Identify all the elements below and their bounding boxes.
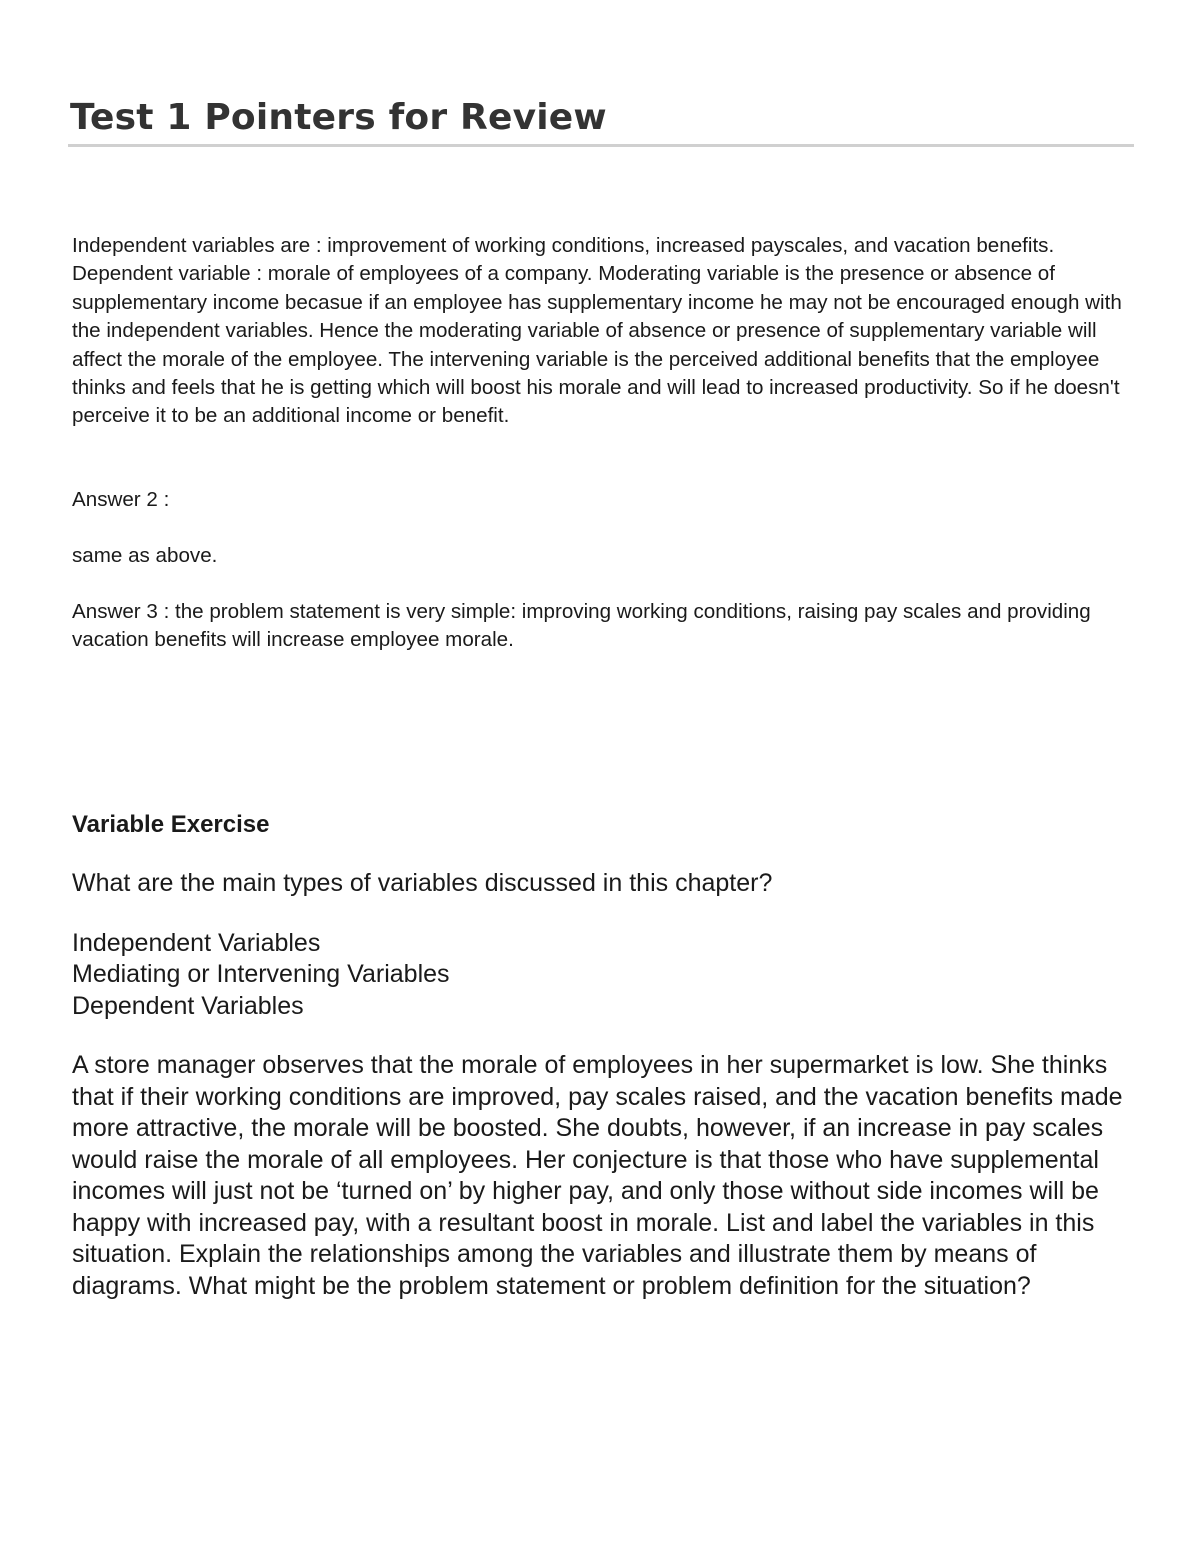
answer-2-label: Answer 2 : — [72, 488, 170, 511]
variable-type-list — [72, 928, 1132, 1023]
answers-section — [72, 232, 1132, 652]
variable-type-item: Dependent Variables — [72, 991, 304, 1020]
answer-2-text: same as above. — [72, 544, 218, 567]
variable-type-item: Mediating or Intervening Variables — [72, 960, 450, 988]
exercise-question: What are the main types of variables discussed in this chapter? — [72, 869, 773, 897]
exercise-scenario: A store manager observes that the morale of employees in her supermarket is low. She thinks that if their working conditions are improved, pay scales raised, and the vacation benefits made more attractive, the morale will be boosted. She doubts, however, if an increase in pay scales would raise the morale of all employees. Her conjecture is that those who have supplemental incomes will just not be ‘turned on’ by higher pay, and only those without side incomes will be happy with increased pay, with a resultant boost in morale. List and label the variables in this situation. Explain the relationships among the variables and illustrate them by means of diagrams. What might be the problem statement or problem definition for the situation? — [72, 1051, 1123, 1300]
variable-type-item: Independent Variables — [72, 928, 321, 957]
title-divider — [68, 144, 1134, 147]
answer-3-paragraph: Answer 3 : the problem statement is very simple: improving working conditions, raising pay scales and providing vacation benefits will increase employee morale. — [72, 600, 1091, 652]
answer-1-paragraph: Independent variables are : improvement of working conditions, increased payscales, and vacation benefits. Dependent variable : morale of employees of a company. Moderating variable is the presence or absence of supplementary income becasue if an employee has supplementary income he may not be encouraged enough with the independent variables. Hence the moderating variable of absence or presence of supplementary variable will affect the morale of the employee. The intervening variable is the perceived additional benefits that the employee thinks and feels that he is getting which will boost his morale and will lead to increased productivity. So if he doesn't perceive it to be an additional income or benefit. — [72, 234, 1122, 428]
exercise-heading: Variable Exercise — [72, 811, 270, 838]
exercise-section — [72, 868, 1132, 1302]
page-title: Test 1 Pointers for Review — [70, 97, 607, 138]
